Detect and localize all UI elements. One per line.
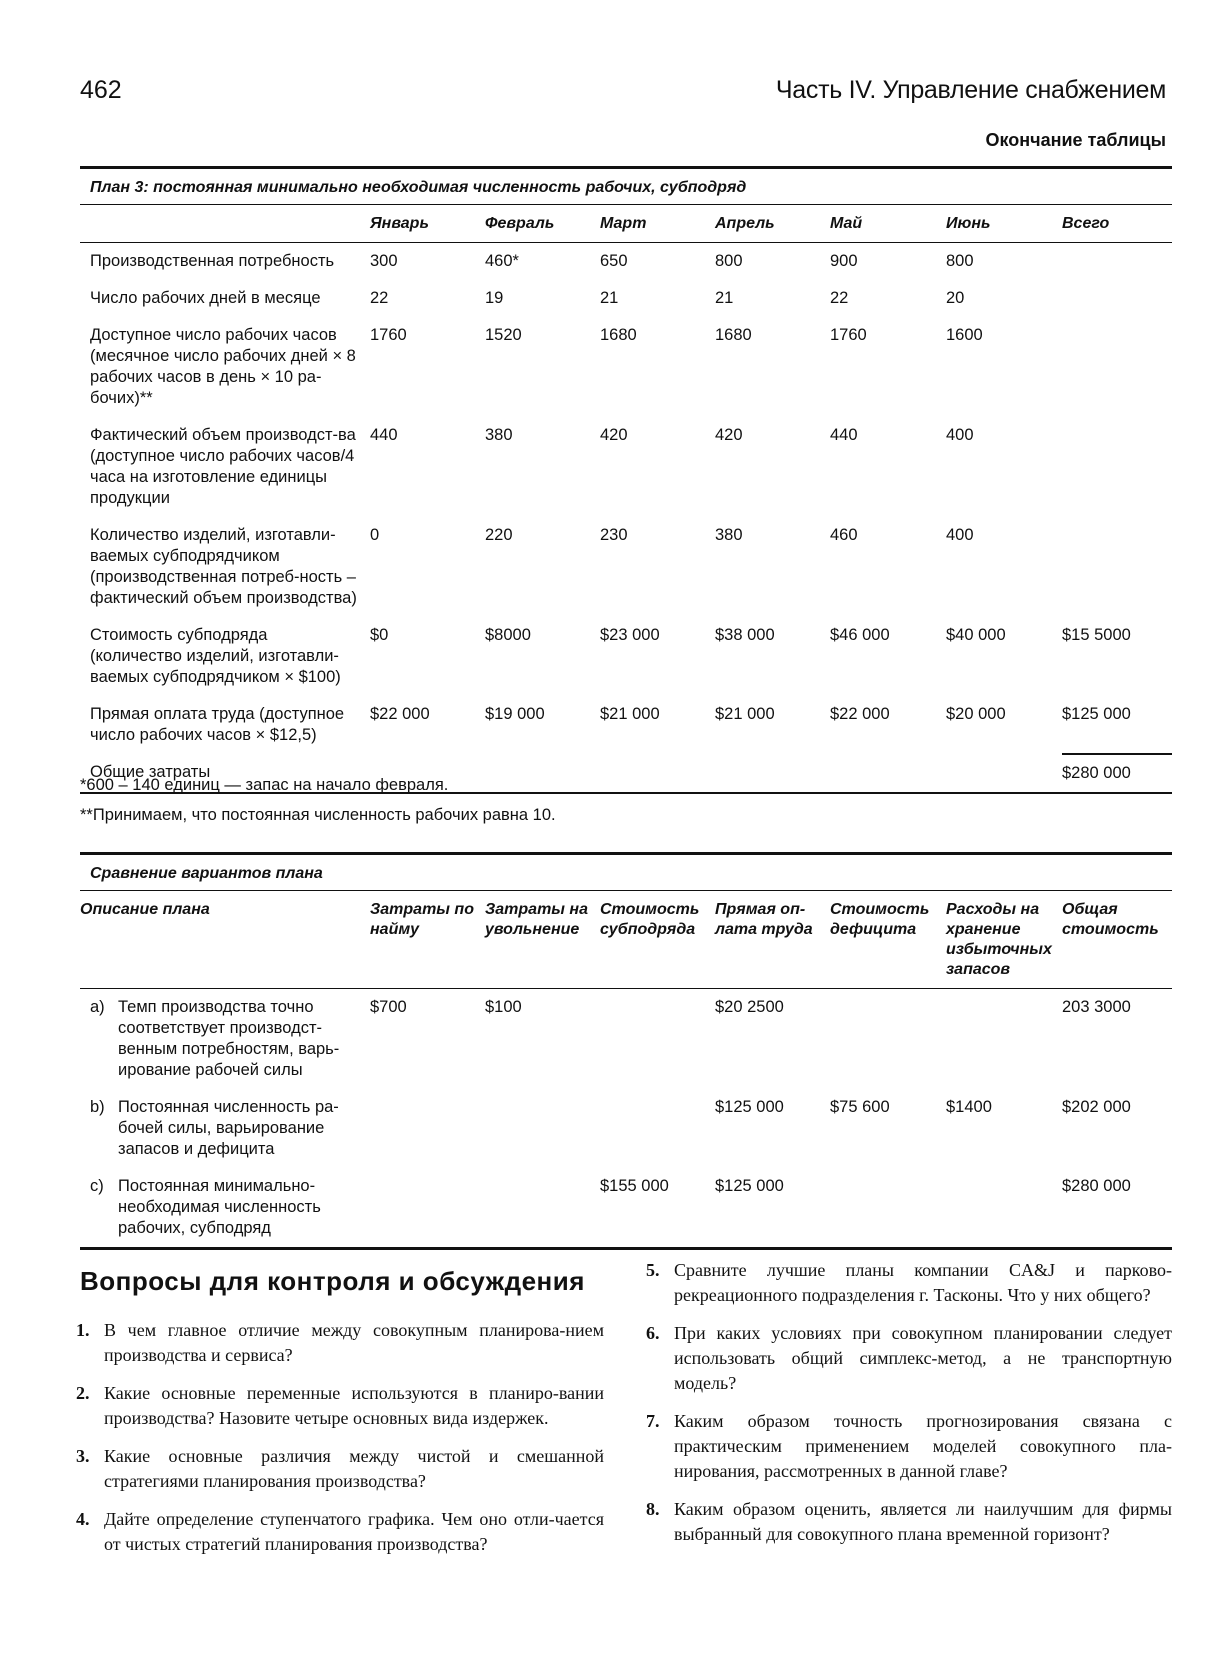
table-cell xyxy=(830,1168,946,1249)
questions-title: Вопросы для контроля и обсуждения xyxy=(80,1266,585,1296)
table-cell xyxy=(1062,417,1172,517)
question-text: Какие основные различия между чистой и смешанной стратегиями планирования производства? xyxy=(104,1446,604,1491)
table-row xyxy=(80,317,1172,417)
question-number: 4. xyxy=(76,1509,90,1529)
table-cell: $100 xyxy=(485,998,522,1016)
question-text: При каких условиях при совокупном планировании следует использовать общий симплекс-метод, а не транспортную модель? xyxy=(674,1323,1172,1393)
plan-letter: b) xyxy=(90,1098,105,1116)
running-head: Часть IV. Управление снабжением xyxy=(775,76,1166,104)
table-cell: 1680 xyxy=(600,326,637,344)
table-row xyxy=(80,696,1172,754)
question-number: 2. xyxy=(76,1383,90,1403)
table-cell xyxy=(830,989,946,1090)
footnote-2: **Принимаем, что постоянная численность рабочих равна 10. xyxy=(80,806,556,824)
question-item xyxy=(76,1444,604,1494)
column-header: Прямая оп-лата труда xyxy=(715,891,830,989)
question-item xyxy=(646,1409,1172,1484)
table-cell: $15 5000 xyxy=(1062,626,1131,644)
table-cell xyxy=(830,754,946,793)
row-label: Общие затраты xyxy=(80,754,370,793)
table-cell xyxy=(1062,243,1172,281)
plan-text: Постоянная численность ра-бочей силы, варьирование запасов и дефицита xyxy=(118,1098,339,1158)
table-cell: $75 600 xyxy=(830,1098,890,1116)
column-header: Затраты по найму xyxy=(370,891,485,989)
table-cell xyxy=(370,1168,485,1249)
table-cell xyxy=(485,1089,600,1168)
table-cell: $21 000 xyxy=(715,705,775,723)
continuation-label: Окончание таблицы xyxy=(985,130,1166,150)
plan-letter: c) xyxy=(90,1177,104,1195)
questions-list-right xyxy=(646,1258,1172,1560)
column-header: Всего xyxy=(1062,205,1172,243)
table-row xyxy=(80,989,1172,1090)
table-cell: 400 xyxy=(946,426,974,444)
table-cell: $125 000 xyxy=(715,1098,784,1116)
column-header: Июнь xyxy=(946,205,1062,243)
table-cell: 21 xyxy=(715,289,734,307)
question-text: Сравните лучшие планы компании CA&J и парково-рекреационного подразделения г. Тасконы. Что у них общего? xyxy=(674,1260,1172,1305)
column-header: Расходы на хранение избыточных запасов xyxy=(946,891,1062,989)
row-label: Число рабочих дней в месяце xyxy=(90,289,321,307)
row-label: Стоимость субподряда (количество изделий, изготавли-ваемых субподрядчиком × $100) xyxy=(90,626,341,686)
table-cell xyxy=(715,754,830,793)
table-cell: 800 xyxy=(946,252,974,270)
table-cell: 460 xyxy=(830,526,858,544)
table-cell: 380 xyxy=(715,526,743,544)
question-number: 3. xyxy=(76,1446,90,1466)
table-cell: 1680 xyxy=(715,326,752,344)
table-cell: 900 xyxy=(830,252,858,270)
plan-description xyxy=(80,1089,370,1168)
plan-description xyxy=(80,1168,370,1249)
column-header: Общая стоимость xyxy=(1062,891,1172,989)
table-cell: 203 3000 xyxy=(1062,998,1131,1016)
page-number: 462 xyxy=(80,76,122,104)
table-cell: $125 000 xyxy=(1062,705,1131,723)
table-cell: 21 xyxy=(600,289,619,307)
table-cell: $38 000 xyxy=(715,626,775,644)
question-number: 6. xyxy=(646,1323,660,1343)
column-header: Март xyxy=(600,205,715,243)
table-cell: $21 000 xyxy=(600,705,660,723)
table-cell: 220 xyxy=(485,526,513,544)
table-row xyxy=(80,1089,1172,1168)
plan-description xyxy=(80,989,370,1090)
table-cell: $202 000 xyxy=(1062,1098,1131,1116)
question-text: Каким образом оценить, является ли наилучшим для фирмы выбранный для совокупного плана временной горизонт? xyxy=(674,1499,1172,1544)
table-cell: $280 000 xyxy=(1062,754,1172,793)
table-cell: $20 2500 xyxy=(715,998,784,1016)
comparison-table xyxy=(80,852,1172,1250)
question-text: Дайте определение ступенчатого графика. Чем оно отли-чается от чистых стратегий планирования производства? xyxy=(104,1509,604,1554)
table-cell: 300 xyxy=(370,252,398,270)
column-header: Апрель xyxy=(715,205,830,243)
table-cell: $40 000 xyxy=(946,626,1006,644)
question-text: В чем главное отличие между совокупным планирова-нием производства и сервиса? xyxy=(104,1320,604,1365)
table-cell xyxy=(600,989,715,1090)
question-number: 1. xyxy=(76,1320,90,1340)
table-cell: 230 xyxy=(600,526,628,544)
questions-list-left xyxy=(76,1318,604,1570)
table-cell: $22 000 xyxy=(830,705,890,723)
plan3-table xyxy=(80,166,1172,794)
table-cell xyxy=(1062,517,1172,617)
row-label: Доступное число рабочих часов (месячное число рабочих дней × 8 рабочих часов в день × 10 ра-бочих)** xyxy=(90,326,356,407)
table-cell: $1400 xyxy=(946,1098,992,1116)
row-label: Производственная потребность xyxy=(90,252,335,270)
question-item xyxy=(76,1381,604,1431)
table-cell: $700 xyxy=(370,998,407,1016)
question-number: 5. xyxy=(646,1260,660,1280)
table-cell: 420 xyxy=(715,426,743,444)
column-header: Февраль xyxy=(485,205,600,243)
table-cell xyxy=(946,989,1062,1090)
table-cell: 460* xyxy=(485,252,519,270)
question-text: Каким образом точность прогнозирования связана с практическим применением моделей совокупного пла-нирования, рассмотренных в данной главе? xyxy=(674,1411,1172,1481)
plan-text: Темп производства точно соответствует производст-венным потребностям, варь-ирование рабочей силы xyxy=(118,998,340,1079)
table-cell xyxy=(485,754,600,793)
question-item xyxy=(646,1497,1172,1547)
question-item xyxy=(76,1507,604,1557)
column-header: Описание плана xyxy=(80,891,370,989)
table-cell: $19 000 xyxy=(485,705,545,723)
table-cell: 19 xyxy=(485,289,504,307)
table-cell: 420 xyxy=(600,426,628,444)
question-item xyxy=(646,1321,1172,1396)
table-cell xyxy=(946,754,1062,793)
column-header: Затраты на увольнение xyxy=(485,891,600,989)
table-cell: 440 xyxy=(370,426,398,444)
table-cell: $22 000 xyxy=(370,705,430,723)
table-cell: 800 xyxy=(715,252,743,270)
table-cell xyxy=(600,754,715,793)
table-cell: $125 000 xyxy=(715,1168,830,1249)
table-cell xyxy=(600,1089,715,1168)
table-row xyxy=(80,243,1172,281)
plan-letter: a) xyxy=(90,998,105,1016)
question-text: Какие основные переменные используются в планиро-вании производства? Назовите четыре основных вида издержек. xyxy=(104,1383,604,1428)
table-cell: 22 xyxy=(370,289,389,307)
table-cell: $280 000 xyxy=(1062,1168,1172,1249)
table-cell: 650 xyxy=(600,252,628,270)
table-cell: $8000 xyxy=(485,626,531,644)
row-label: Количество изделий, изготавли-ваемых субподрядчиком (производственная потреб-ность – фактический объем производства) xyxy=(90,526,357,607)
table-cell xyxy=(370,1089,485,1168)
question-item xyxy=(76,1318,604,1368)
table-cell: 20 xyxy=(946,289,965,307)
column-header: Январь xyxy=(370,205,485,243)
question-number: 8. xyxy=(646,1499,660,1519)
table-cell: $155 000 xyxy=(600,1168,715,1249)
column-header: Стоимость субподряда xyxy=(600,891,715,989)
table-row xyxy=(80,617,1172,696)
table-cell: 1600 xyxy=(946,326,983,344)
table-cell: 1520 xyxy=(485,326,522,344)
table-cell xyxy=(485,1168,600,1249)
table-cell: $46 000 xyxy=(830,626,890,644)
row-label: Фактический объем производст-ва (доступное число рабочих часов/4 часа на изготовление единицы продукции xyxy=(90,426,356,507)
table-cell: $23 000 xyxy=(600,626,660,644)
question-number: 7. xyxy=(646,1411,660,1431)
table-cell: $20 000 xyxy=(946,705,1006,723)
table-row xyxy=(80,1168,1172,1249)
question-item xyxy=(646,1258,1172,1308)
row-label: Прямая оплата труда (доступное число рабочих часов × $12,5) xyxy=(90,705,345,744)
table-cell: 22 xyxy=(830,289,849,307)
table-cell: 1760 xyxy=(370,326,407,344)
column-header: Май xyxy=(830,205,946,243)
plan3-caption: План 3: постоянная минимально необходимая численность рабочих, субподряд xyxy=(80,168,1172,205)
table-cell: 400 xyxy=(946,526,974,544)
table-cell xyxy=(1062,317,1172,417)
table-cell: $0 xyxy=(370,626,389,644)
table-row xyxy=(80,417,1172,517)
column-header: Стоимость дефицита xyxy=(830,891,946,989)
table-cell: 440 xyxy=(830,426,858,444)
plan-text: Постоянная минимально-необходимая численность рабочих, субподряд xyxy=(118,1177,321,1237)
footnote-1: *600 – 140 единиц — запас на начало февраля. xyxy=(80,776,449,794)
table-row xyxy=(80,517,1172,617)
comparison-caption: Сравнение вариантов плана xyxy=(80,854,1172,891)
table-cell: 1760 xyxy=(830,326,867,344)
table-cell xyxy=(1062,280,1172,317)
table-cell: 380 xyxy=(485,426,513,444)
table-cell xyxy=(946,1168,1062,1249)
table-row xyxy=(80,280,1172,317)
column-header xyxy=(80,205,370,243)
table-cell: 0 xyxy=(370,526,380,544)
